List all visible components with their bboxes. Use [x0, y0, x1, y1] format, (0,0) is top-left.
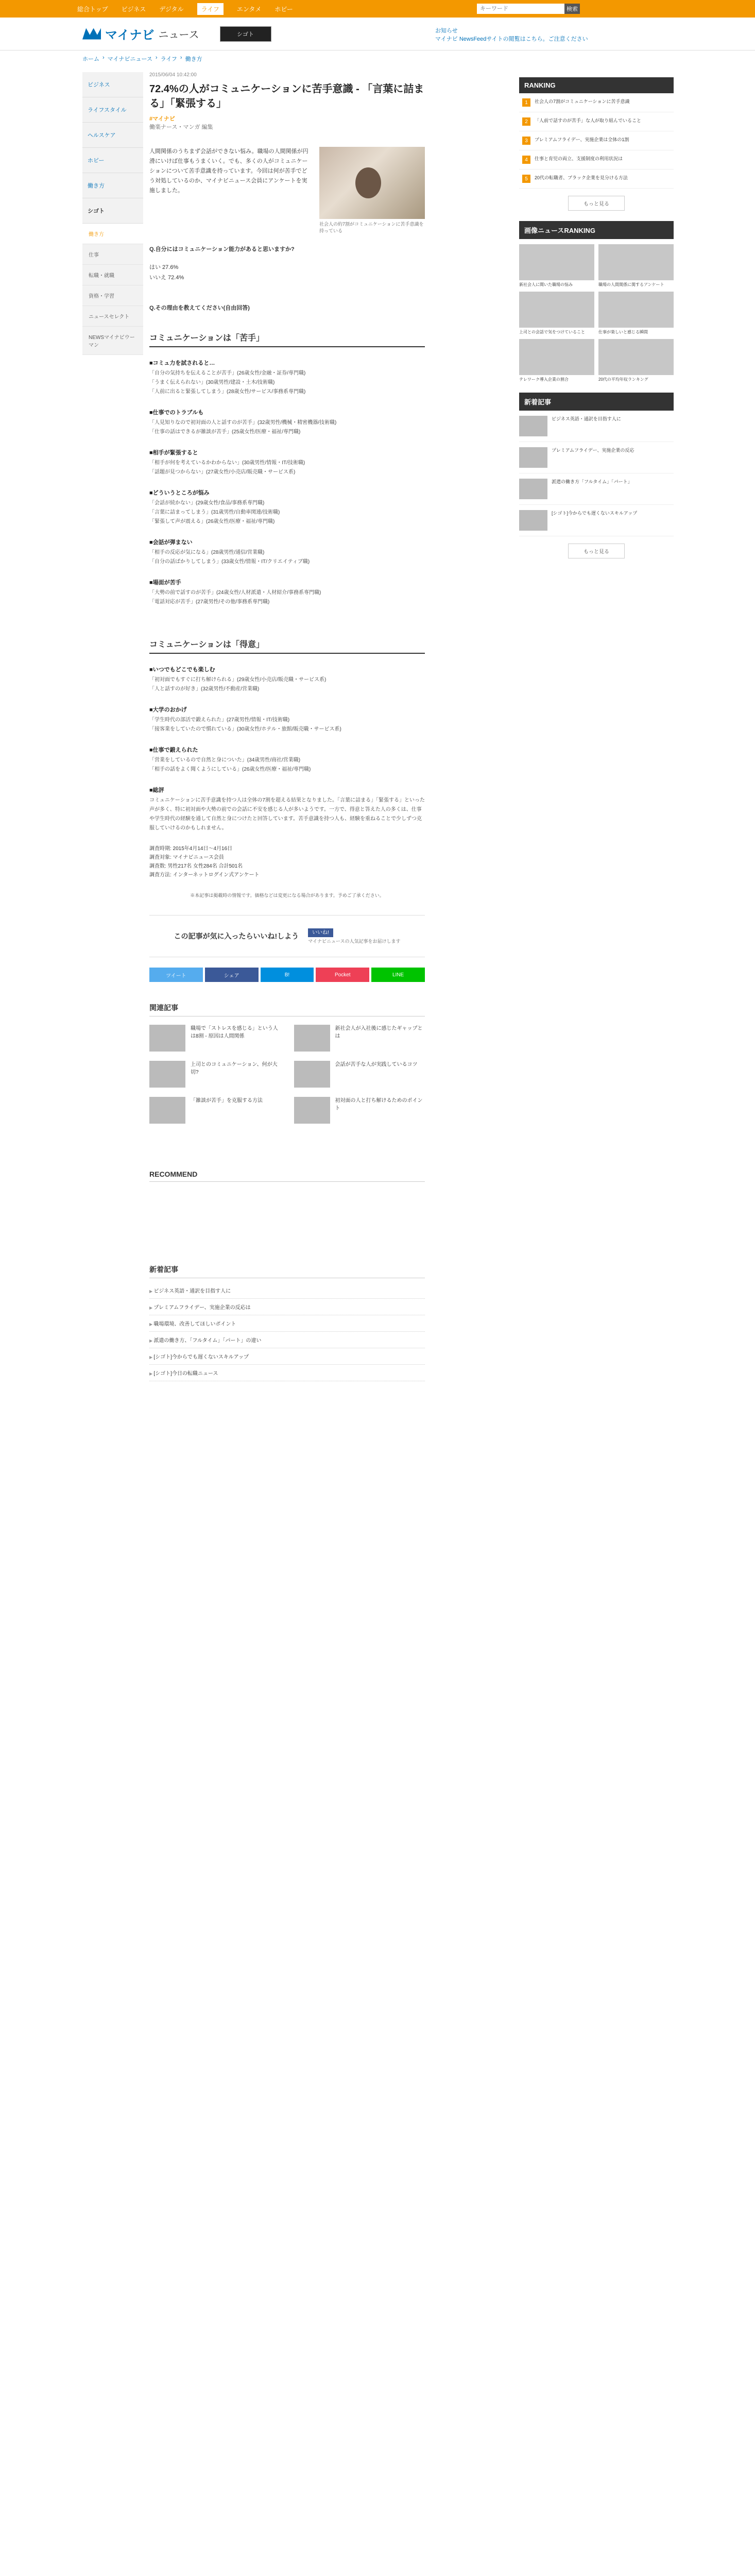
- related-item[interactable]: [149, 1061, 281, 1088]
- image-ranking-title[interactable]: テレワーク導入企業の割合: [519, 377, 569, 382]
- section-heading: コミュニケーションは「苦手」: [149, 331, 425, 347]
- sidebar-new-thumbnail: [519, 447, 547, 468]
- related-item[interactable]: [149, 1097, 281, 1124]
- related-item[interactable]: [294, 1097, 425, 1124]
- group-heading: ■会話が弾まない: [149, 539, 193, 546]
- sidebar-new-thumbnail: [519, 479, 547, 499]
- article-date: 2015/06/04 10:42:00: [149, 72, 197, 78]
- related-title[interactable]: 初対面の人と打ち解けるためのポイント: [335, 1098, 423, 1111]
- group-text: 「会話が続かない」(29歳女性/食品/事務系専門職) 「言葉に詰まってしまう」(31歳男性/自動車関連/技術職) 「緊張して声が震える」(26歳女性/医療・福祉/専門職): [149, 500, 280, 524]
- recommend-area: [149, 1182, 425, 1244]
- breadcrumb-item[interactable]: ライフ: [160, 56, 177, 62]
- sidebar-new-list: [519, 411, 674, 536]
- related-thumbnail: [149, 1061, 185, 1088]
- image-thumbnail: [519, 244, 594, 280]
- ranking-item[interactable]: [519, 131, 674, 150]
- group-text: 「学生時代の部活で鍛えられた」(27歳男性/情報・IT/技術職) 「接客業をしていたので慣れている」(30歳女性/ホテル・旅館/販売職・サービス系): [149, 717, 341, 732]
- image-ranking-title[interactable]: 上司との会話で気をつけていること: [519, 330, 585, 334]
- breadcrumb: ホーム › マイナビニュース › ライフ › 働き方: [82, 55, 202, 62]
- image-ranking-item[interactable]: [519, 292, 594, 335]
- group-text: 「営業をしているので自然と身についた」(34歳男性/商社/営業職) 「相手の話をよく聞くようにしている」(26歳女性/医療・福祉/専門職): [149, 757, 311, 772]
- group-heading: ■相手が緊張すると: [149, 450, 198, 456]
- left-nav-item[interactable]: 働き方: [82, 173, 143, 198]
- ranking-item[interactable]: [519, 93, 674, 112]
- answer-groups-strong: [149, 665, 425, 774]
- rank-number: 3: [522, 137, 530, 145]
- survey-question: Q.自分にはコミュニケーション能力があると思いますか?: [149, 246, 295, 252]
- related-list: [149, 1025, 425, 1124]
- intro-text: 人間関係のうちまず会話ができない悩み。職場の人間関係が円滑にいけば仕事もうまくいく。でも、多くの人がコミュニケーションについて苦手意識を持っています。今回は何が苦手でどう対処しているのか、マイナビニュース会員にアンケートを実施しました。: [149, 148, 308, 194]
- nav-item[interactable]: ホビー: [274, 5, 293, 13]
- more-button[interactable]: もっと見る: [568, 196, 625, 211]
- photo-caption: 社会人の約7割がコミュニケーションに苦手意識を持っている: [319, 222, 424, 233]
- group-text: 「大勢の前で話すのが苦手」(24歳女性/人材派遣・人材紹介/事務系専門職) 「電話対応が苦手」(27歳男性/その他/事務系専門職): [149, 590, 321, 605]
- line-share-button[interactable]: LINE: [371, 968, 425, 982]
- rank-number: 4: [522, 156, 530, 164]
- ranking-title[interactable]: 20代の転職者、ブラック企業を見分ける方法: [535, 175, 628, 180]
- related-item[interactable]: [294, 1025, 425, 1052]
- article-intro: [149, 147, 425, 234]
- left-nav-item[interactable]: ライフスタイル: [82, 97, 143, 123]
- logo-icon: [82, 28, 101, 40]
- rank-number: 1: [522, 98, 530, 107]
- article-tag[interactable]: #マイナビ: [149, 116, 175, 122]
- related-title[interactable]: 「雑談が苦手」を克服する方法: [191, 1098, 263, 1104]
- sidebar-new-item[interactable]: [519, 411, 674, 442]
- search-form: [477, 4, 580, 14]
- image-ranking-title[interactable]: 新社会人に聞いた職場の悩み: [519, 282, 573, 287]
- breadcrumb-item[interactable]: マイナビニュース: [107, 56, 152, 62]
- group-text: 「人見知りなので初対面の人と話すのが苦手」(32歳男性/機械・精密機器/技術職) 「仕事の話はできるが雑談が苦手」(25歳女性/医療・福祉/専門職): [149, 420, 337, 435]
- content-wrap: [0, 67, 755, 2576]
- image-ranking-grid: [519, 244, 674, 382]
- image-thumbnail: [598, 292, 674, 328]
- group-heading: ■仕事でのトラブルも: [149, 410, 204, 416]
- logo-sub: ニュース: [158, 29, 199, 41]
- summary-heading: ■総評: [149, 787, 164, 793]
- ranking-item[interactable]: [519, 112, 674, 131]
- image-thumbnail: [598, 339, 674, 375]
- survey-answers: [149, 262, 425, 283]
- like-text: この記事が気に入ったらいいね!しよう: [174, 932, 299, 940]
- related-item[interactable]: [149, 1025, 281, 1052]
- site-header: [0, 18, 755, 50]
- answer-group: [149, 359, 425, 397]
- related-thumbnail: [149, 1097, 185, 1124]
- related-title[interactable]: 新社会人が入社後に感じたギャップとは: [335, 1026, 423, 1039]
- answer-group: [149, 448, 425, 477]
- new-heading: 新着記事: [149, 1264, 425, 1278]
- group-heading: ■大学のおかげ: [149, 707, 187, 713]
- rank-number: 2: [522, 117, 530, 126]
- group-heading: ■仕事で鍛えられた: [149, 747, 198, 753]
- search-input[interactable]: [477, 4, 564, 14]
- article-author: 働楽ナース・マンガ 編集: [149, 124, 213, 130]
- like-subtext: マイナビニュースの人気記事をお届けします: [308, 939, 401, 944]
- answer-group: [149, 408, 425, 437]
- related-title[interactable]: 会話が苦手な人が実践しているコツ: [335, 1062, 418, 1067]
- recommend-heading: RECOMMEND: [149, 1170, 425, 1182]
- hatena-share-button[interactable]: B!: [261, 968, 314, 982]
- ranking-title[interactable]: 「人前で話すのが苦手」な人が取り組んでいること: [535, 118, 642, 123]
- survey-line: 調査方法: インターネットログイン式アンケート: [149, 872, 260, 878]
- survey-info: [149, 844, 425, 879]
- related-item[interactable]: [294, 1061, 425, 1088]
- like-box: [149, 915, 425, 957]
- site-logo[interactable]: [82, 25, 199, 43]
- group-text: 「相手の反応が気になる」(28歳男性/通信/営業職) 「自分の話ばかりしてしまう」(33歳女性/情報・IT/クリエイティブ職): [149, 550, 310, 565]
- group-text: 「初対面でもすぐに打ち解けられる」(29歳女性/小売店/販売職・サービス系) 「人と話すのが好き」(32歳男性/不動産/営業職): [149, 677, 327, 692]
- new-article-link[interactable]: ▶ ビジネス英語・通訳を目指す人に: [149, 1282, 425, 1299]
- facebook-share-button[interactable]: シェア: [205, 968, 259, 982]
- image-thumbnail: [519, 339, 594, 375]
- answer-group: [149, 578, 425, 607]
- sidebar-new-thumbnail: [519, 416, 547, 436]
- group-heading: ■いつでもどこでも楽しむ: [149, 667, 215, 673]
- answer-group: [149, 705, 425, 734]
- photo-image: [319, 147, 425, 219]
- more-button[interactable]: もっと見る: [568, 544, 625, 558]
- sidebar-new-title[interactable]: ビジネス英語・通訳を目指す人に: [552, 416, 621, 421]
- article-main: [149, 72, 425, 1381]
- section-heading: コミュニケーションは「得意」: [149, 638, 425, 654]
- breadcrumb-item[interactable]: ホーム: [82, 56, 99, 62]
- sidebar-new-heading: 新着記事: [519, 393, 674, 411]
- nav-item[interactable]: エンタメ: [236, 5, 262, 13]
- left-nav-sub[interactable]: NEWSマイナビウーマン: [82, 327, 143, 355]
- breadcrumb-item: 働き方: [185, 56, 202, 62]
- nav-item[interactable]: デジタル: [159, 5, 184, 13]
- article-photo: [319, 147, 425, 234]
- summary-block: [149, 786, 425, 833]
- related-heading: 関連記事: [149, 1003, 425, 1016]
- byline: [149, 115, 425, 131]
- image-ranking-heading: 画像ニュースRANKING: [519, 221, 674, 239]
- left-nav-sub[interactable]: ニュースセレクト: [82, 306, 143, 327]
- survey-line: 調査対象: マイナビニュース会員: [149, 855, 224, 860]
- facebook-like-button[interactable]: いいね!: [308, 928, 333, 937]
- left-nav-sub[interactable]: 仕事: [82, 244, 143, 265]
- related-thumbnail: [294, 1061, 330, 1088]
- pocket-share-button[interactable]: Pocket: [316, 968, 369, 982]
- answer-group: [149, 488, 425, 527]
- new-article-link[interactable]: ▶ 職場環境、改善してほしいポイント: [149, 1315, 425, 1332]
- group-heading: ■場面が苦手: [149, 580, 181, 586]
- group-text: 「相手が何を考えているかわからない」(30歳男性/情報・IT/技術職) 「話題が見つからない」(27歳女性/小売店/販売職・サービス系): [149, 460, 305, 475]
- search-button[interactable]: 検索: [564, 4, 580, 14]
- image-ranking-title[interactable]: 職場の人間関係に関するアンケート: [598, 282, 664, 287]
- image-thumbnail: [519, 292, 594, 328]
- left-nav-item[interactable]: ホビー: [82, 148, 143, 173]
- left-nav-item[interactable]: ビジネス: [82, 72, 143, 97]
- sidebar: [519, 77, 674, 558]
- related-title[interactable]: 職場で「ストレスを感じる」という人は8割 - 原因は人間関係: [191, 1026, 278, 1039]
- left-nav: [82, 72, 143, 355]
- article-title: 72.4%の人がコミュニケーションに苦手意識 - 「言葉に詰まる」「緊張する」: [149, 83, 424, 109]
- left-nav-sub-active[interactable]: 働き方: [82, 224, 143, 244]
- left-nav-sub[interactable]: 資格・学習: [82, 285, 143, 306]
- ranking-title[interactable]: プレミアムフライデー、実施企業は全体の1割: [535, 137, 629, 142]
- image-ranking-item[interactable]: [598, 339, 674, 382]
- ranking-list: [519, 93, 674, 189]
- header-notice[interactable]: お知らせ マイナビ NewsFeedサイトの閲覧はこちら。ご注意ください: [435, 28, 588, 42]
- sidebar-new-item[interactable]: [519, 505, 674, 536]
- sidebar-new-item[interactable]: [519, 442, 674, 473]
- image-ranking-item[interactable]: [598, 292, 674, 335]
- image-ranking-item[interactable]: [598, 244, 674, 287]
- survey-line: 調査数: 男性217名 女性284名 合計501名: [149, 863, 243, 869]
- answer-group: [149, 665, 425, 694]
- partner-logo: シゴト: [220, 26, 271, 42]
- image-ranking-title[interactable]: 20代の平均年収ランキング: [598, 377, 648, 382]
- survey-line: 調査時期: 2015年4月14日〜4月16日: [149, 846, 233, 852]
- image-thumbnail: [598, 244, 674, 280]
- answer-group: [149, 745, 425, 774]
- image-ranking-item[interactable]: [519, 339, 594, 382]
- sidebar-new-title[interactable]: 派遣の働き方「フルタイム」「パート」: [552, 479, 632, 484]
- related-thumbnail: [294, 1097, 330, 1124]
- related-thumbnail: [149, 1025, 185, 1052]
- share-bar: [149, 968, 425, 982]
- new-article-link[interactable]: ▶ プレミアムフライデー、実施企業の反応は: [149, 1299, 425, 1315]
- answer-no: いいえ 72.4%: [149, 275, 184, 281]
- sidebar-new-item[interactable]: [519, 473, 674, 505]
- nav-item-active[interactable]: ライフ: [197, 3, 224, 15]
- answer-groups-weak: [149, 359, 425, 607]
- related-thumbnail: [294, 1025, 330, 1052]
- sidebar-new-title[interactable]: プレミアムフライデー、実施企業の反応: [552, 448, 634, 453]
- answer-yes: はい 27.6%: [149, 264, 179, 270]
- left-nav-item-active[interactable]: シゴト: [82, 198, 143, 224]
- logo-brand: マイナビ: [105, 28, 155, 42]
- twitter-share-button[interactable]: ツイート: [149, 968, 203, 982]
- answer-group: [149, 538, 425, 567]
- group-text: 「自分の気持ちを伝えることが苦手」(26歳女性/金融・証券/専門職) 「うまく伝えられない」(30歳男性/建設・土木/技術職) 「人前に出ると緊張してしまう」(28歳女性/サービス/事務系専門職): [149, 370, 306, 395]
- nav-item[interactable]: 総合トップ: [77, 5, 108, 13]
- new-article-link[interactable]: ▶ [シゴト]今からでも遅くないスキルアップ: [149, 1348, 425, 1365]
- ranking-item[interactable]: [519, 150, 674, 170]
- reason-question: Q.その理由を教えてください(自由回答): [149, 305, 250, 311]
- new-articles-list: [149, 1282, 425, 1381]
- sidebar-new-title[interactable]: [シゴト]今からでも遅くないスキルアップ: [552, 511, 638, 516]
- nav-item[interactable]: ビジネス: [121, 5, 146, 13]
- disclaimer: ※本記事は掲載時の情報です。価格などは変更になる場合があります。予めご了承ください。: [190, 893, 384, 898]
- ranking-title[interactable]: 社会人の7割がコミュニケーションに苦手意識: [535, 99, 630, 104]
- new-article-link[interactable]: ▶ [シゴト]今日の転職ニュース: [149, 1365, 425, 1381]
- new-article-link[interactable]: ▶ 派遣の働き方、「フルタイム」「パート」の違い: [149, 1332, 425, 1348]
- left-nav-item[interactable]: ヘルスケア: [82, 123, 143, 148]
- image-ranking-item[interactable]: [519, 244, 594, 287]
- group-heading: ■どういうところが悩み: [149, 490, 210, 496]
- ranking-heading: RANKING: [519, 77, 674, 93]
- partner-banner[interactable]: [220, 26, 271, 42]
- group-heading: ■コミュ力を試されると…: [149, 360, 215, 366]
- rank-number: 5: [522, 175, 530, 183]
- ranking-title[interactable]: 仕事と育児の両立、支援制度の利用状況は: [535, 156, 623, 161]
- sidebar-new-thumbnail: [519, 510, 547, 531]
- image-ranking-title[interactable]: 仕事が楽しいと感じる瞬間: [598, 330, 648, 334]
- summary-text: コミュニケーションに苦手意識を持つ人は全体の7割を超える結果となりました。「言葉に詰まる」「緊張する」といった声が多く、特に初対面や大勢の前での会話に不安を感じる人が多いようです。一方で、得意と答えた人の多くは、仕事や学生時代の経験を通して自然と身につけたと回答しています。苦手意識を持つ人も、経験を重ねることで少しずつ克服していけるのかもしれません。: [149, 798, 425, 831]
- top-navigation: [0, 0, 755, 18]
- related-title[interactable]: 上司とのコミュニケーション、何が大切?: [191, 1062, 278, 1075]
- ranking-item[interactable]: [519, 170, 674, 189]
- left-nav-sub[interactable]: 転職・就職: [82, 265, 143, 285]
